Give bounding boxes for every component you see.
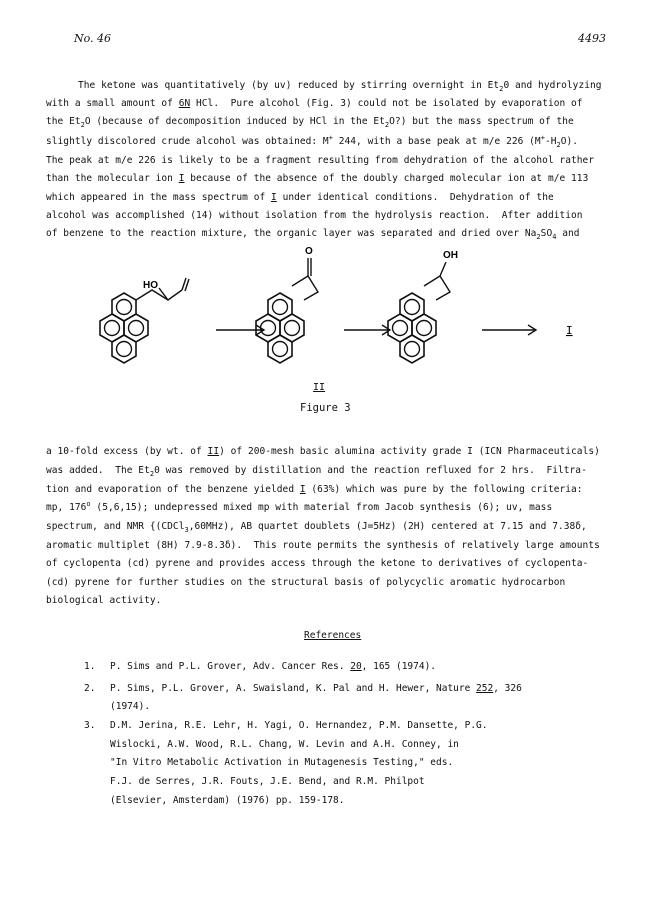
para1-line2: with a small amount of 6N HCl. Pure alcohol (Fig. 3) could not be isolated by evaporation of	[46, 98, 583, 109]
para1-line1: The ketone was quantitatively (by uv) reduced by stirring overnight in $Et_20$ and hydrolyzing	[78, 80, 602, 93]
para2-line3: tion and evaporation of the benzene yielded I (63%) which was pure by the following criteria:	[46, 484, 583, 495]
para1-line8: alcohol was accomplished (14) without isolation from the hydrolysis reaction. After addition	[46, 210, 583, 221]
ref-3-line3: "In Vitro Metabolic Activation in Mutagenesis Testing," eds.	[110, 757, 454, 768]
reaction-arrow-3	[482, 325, 536, 335]
cyclopentapyrenone-structure	[256, 246, 318, 363]
para1-line3: the $Et_2O$ (because of decomposition induced by HCl in the $Et_2O$?) but the mass spectrum of the	[46, 116, 574, 129]
ref-1-number: 1.	[84, 661, 96, 672]
page-number: 4493	[578, 32, 606, 45]
product-label-I: I	[566, 324, 573, 337]
ketone-oxygen-label: O	[305, 246, 313, 257]
page-journal-number: No. 46	[74, 32, 112, 45]
para2-line5: spectrum, and NMR {(CDCl$_3$,60MHz), AB quartet doublets (J=5Hz) (2H) centered at 7.15 and 7.38δ,	[46, 521, 587, 534]
para2-line8: (cd) pyrene for further studies on the structural basis of polycyclic aromatic hydrocarbon	[46, 577, 566, 588]
acid-hydroxyl-label: HO	[143, 280, 158, 291]
figure-caption: Figure 3	[300, 402, 351, 414]
ref-2-text: P. Sims, P.L. Grover, A. Swaisland, K. Pal and H. Hewer, Nature 252, 326	[110, 683, 522, 694]
para2-line9: biological activity.	[46, 595, 162, 606]
ref-2-number: 2.	[84, 683, 96, 694]
references-heading: References	[304, 630, 362, 641]
ref-2-text-cont: (1974).	[110, 701, 151, 712]
compound-label-II: II	[313, 382, 326, 393]
para1-line6: than the molecular ion I because of the absence of the doubly charged molecular ion at m/e 113	[46, 173, 589, 184]
para2-line4: mp, 176$^o$ (5,6,15); undepressed mixed mp with material from Jacob synthesis (6); uv, mass	[46, 500, 553, 513]
ref-3-line4: F.J. de Serres, J.R. Fouts, J.E. Bend, and R.M. Philpot	[110, 776, 425, 787]
para2-line1: a 10-fold excess (by wt. of II) of 200-mesh basic alumina activity grade I (ICN Pharmaceuticals)	[46, 446, 600, 457]
para1-line7: which appeared in the mass spectrum of I under identical conditions. Dehydration of the	[46, 192, 554, 203]
para1-line4: slightly discolored crude alcohol was obtained: M+ 244, with a base peak at m/e 226 $(M^+-H_2O)$.	[46, 134, 579, 149]
para2-line7: of cyclopenta (cd) pyrene and provides access through the ketone to derivatives of cyclopenta-	[46, 558, 589, 569]
ref-1-text: P. Sims and P.L. Grover, Adv. Cancer Res. 20, 165 (1974).	[110, 661, 437, 672]
pyrene-acetic-acid-structure	[100, 278, 189, 363]
ref-3-line1: D.M. Jerina, R.E. Lehr, H. Yagi, O. Hernandez, P.M. Dansette, P.G.	[110, 720, 488, 731]
para2-line2: was added. The $Et_20$ was removed by distillation and the reaction refluxed for 2 hrs. Filtra-	[46, 465, 587, 478]
reaction-arrow-2	[344, 325, 390, 335]
para2-line6: aromatic multiplet (8H) 7.9-8.3δ). This route permits the synthesis of relatively large amounts	[46, 540, 600, 551]
cyclopentapyrenol-structure	[388, 250, 458, 363]
ref-3-line5: (Elsevier, Amsterdam) (1976) pp. 159-178.	[110, 795, 345, 806]
reaction-scheme	[96, 238, 586, 388]
para1-line9: of benzene to the reaction mixture, the organic layer was separated and dried over $Na_2SO_4$ and	[46, 228, 580, 241]
ref-3-number: 3.	[84, 720, 96, 731]
alcohol-hydroxyl-label: OH	[443, 250, 458, 261]
ref-3-line2: Wislocki, A.W. Wood, R.L. Chang, W. Levin and A.H. Conney, in	[110, 739, 459, 750]
para1-line5: The peak at m/e 226 is likely to be a fragment resulting from dehydration of the alcohol rather	[46, 155, 595, 166]
